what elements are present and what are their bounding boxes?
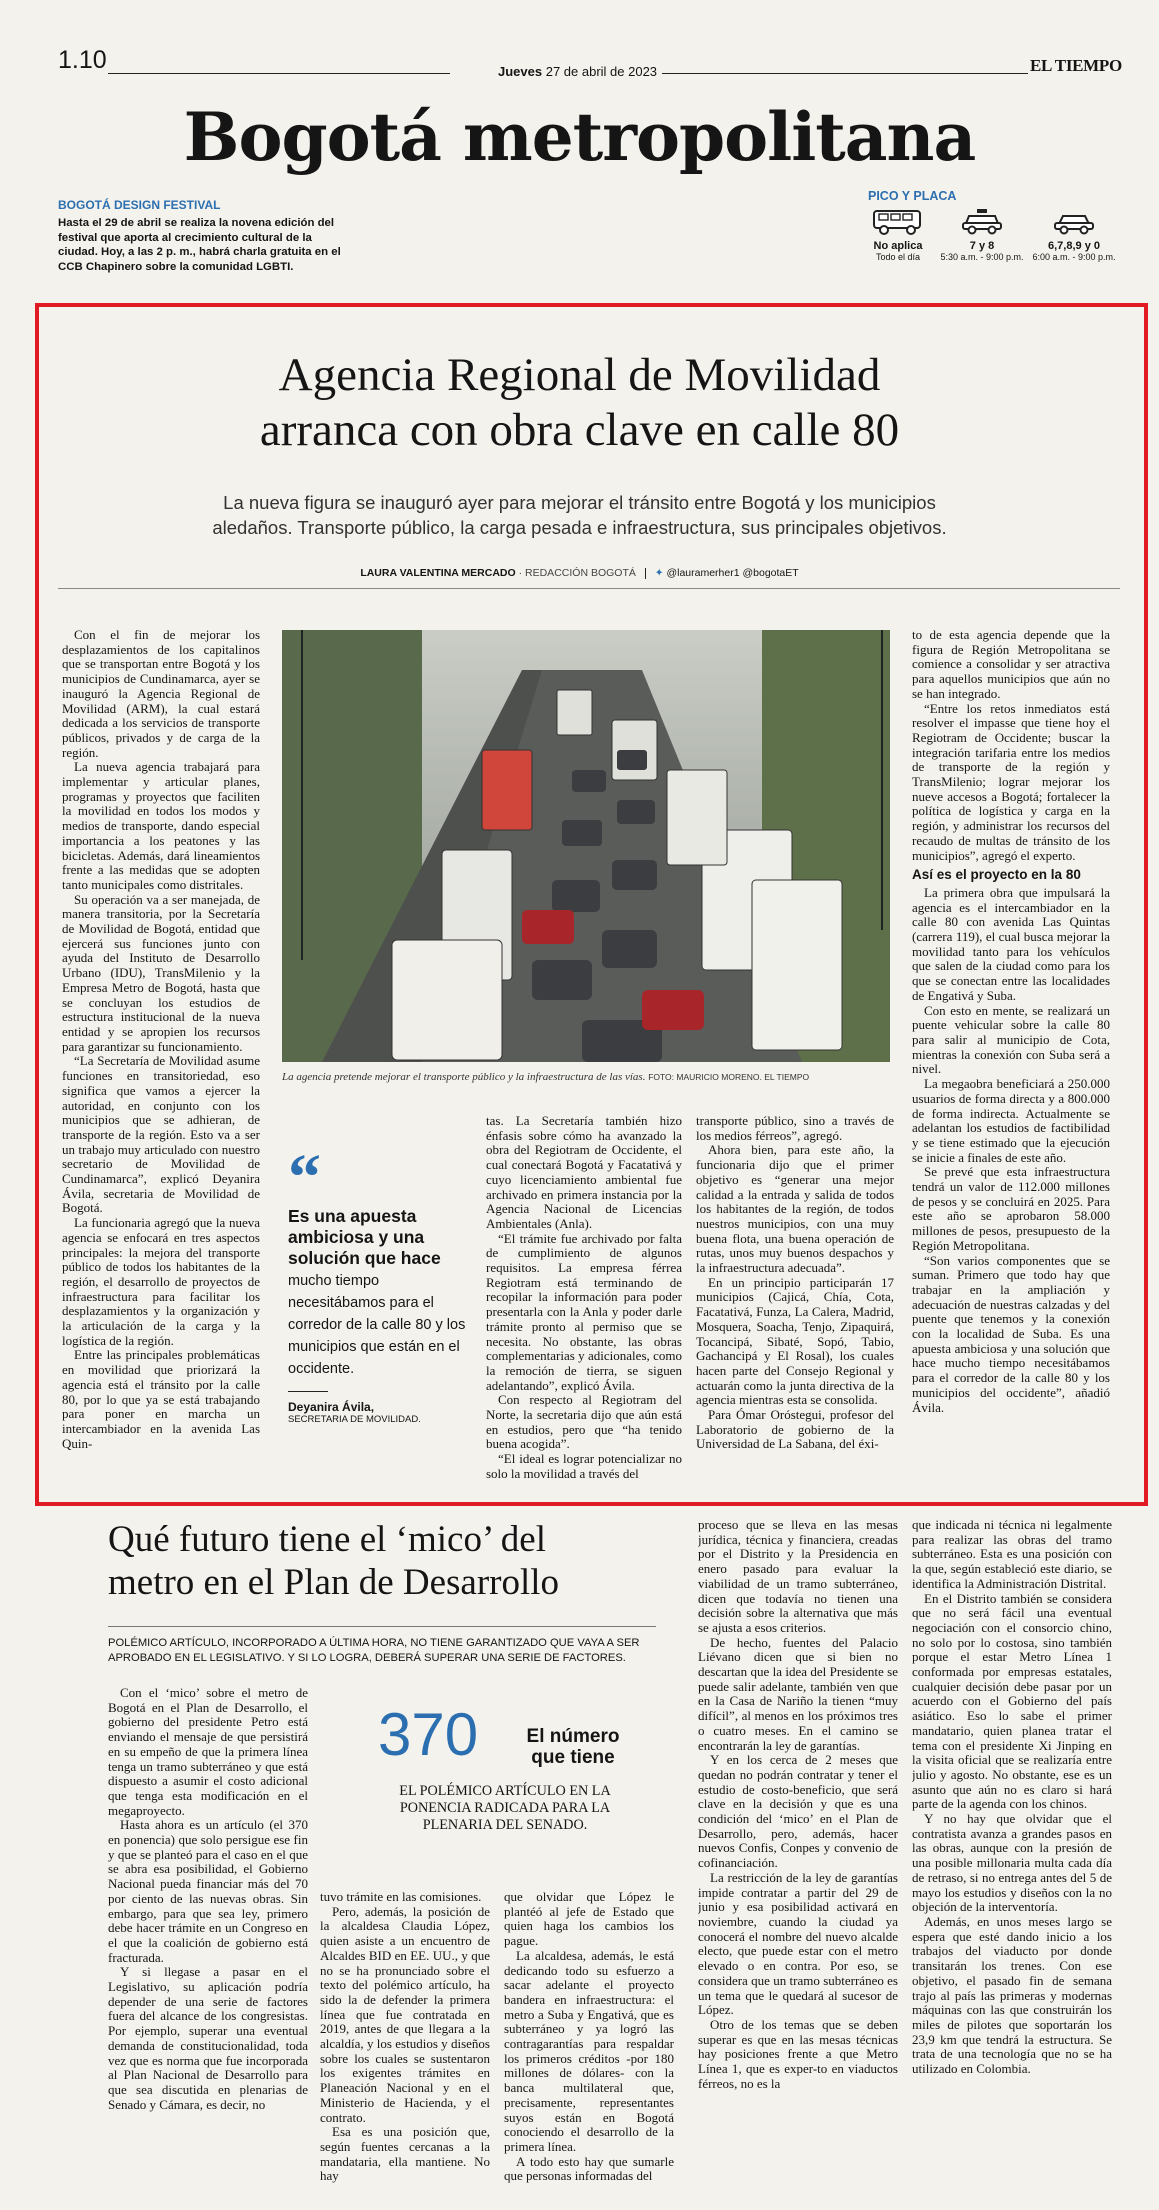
second-col4-p1: proceso que se lleva en las mesas jurídica, técnica y financiera, creadas por el Distrito y la Presidencia en enero pasado para evaluar la viabilidad de un tramo subterráneo, dicen que todavía no tienen una decisión sobre la alternativa que más se ajusta a esos criterios. (698, 1518, 898, 1635)
second-col4-p2: De hecho, fuentes del Palacio Liévano dicen que si bien no descartan que la idea del Presidente se puede salir adelante, también ven que en la Casa de Nariño la tienen “muy difícil”, al menos en los próximos tres o cuatro meses. En el camino se encontrarán la ley de garantías. (698, 1634, 898, 1753)
main-col3-p4: “El ideal es lograr potencializar no solo la movilidad a través del (486, 1451, 682, 1481)
pico-placa-bus-sub: Todo el día (875, 252, 921, 262)
second-col5-p4: Además, en unos meses largo se espera que esté dando inicio a los trabajos del viaducto por donde transitarán los trenes. Con ese objetivo, el pasado fin de semana trajo al país las primeras y modernas máquinas con las que construirán los miles de pilotes que soportarán los 23,9 km que tendrá la estructura. Se trata de una tecnología que no se ha utilizado en Colombia. (912, 1913, 1112, 2077)
second-col2-p1: tuvo trámite en las comisiones. (320, 1890, 482, 1904)
traffic-photo (282, 630, 890, 1062)
second-col3-p3: A todo esto hay que sumarle que personas informadas del (504, 2153, 674, 2184)
second-col4-p4: La restricción de la ley de garantías impide contratar a partir del 29 de junio y esa posibilidad activará en noviembre, cuando la ciudad ya conocerá el nombre del nuevo alcalde electo, que puede estar con el metro elevado o en contra. Por eso, se considera que un tramo subterráneo es un tema que le quedará al sucesor de López. (698, 1869, 898, 2018)
second-col-1 (108, 1686, 308, 2196)
main-col3-p2: “El trámite fue archivado por falta de cumplimiento de algunos requisitos. La empresa férrea Regiotram está terminando de recopilar la información para poder presentarla con la Anla y poder darle trámite pronto al permiso que se necesita. No obstante, las obras complementarias y adicionales, como la remoción de tierra, se siguen adelantando”, explicó Ávila. (486, 1230, 682, 1393)
photo-credit: FOTO: MAURICIO MORENO. EL TIEMPO (648, 1072, 810, 1082)
pico-placa-panel (860, 206, 1118, 276)
taxi-icon (960, 206, 1004, 236)
main-col4-p3: En un principio participarán 17 municipios (Cajicá, Chía, Cota, Facatativá, Funza, La Calera, Madrid, Mosquera, Soacha, Tenjo, Zipaquirá, Tocancipá, Sibaté, Sopó, Tabio, Gachancipá y El Rosal), los cuales hacen parte del Consejo Regional y actuarán como la junta directiva de la agencia mientras esta se consolida. (696, 1274, 894, 1408)
second-headline-line1: Qué futuro tiene el ‘mico’ del (108, 1519, 547, 1560)
second-col1-p2: Hasta ahora es un artículo (el 370 en ponencia) que solo persigue ese fin y que se planteó para el caso en el que se abra esa posibilidad, el Gobierno Nacional pueda financiar más del 70 por ciento de las nuevas obras. Sin embargo, para que sea ley, primero debe hacer trámite en un Congreso en el que la coalición de gobierno está fracturada. (108, 1817, 308, 1965)
second-headline-line2: metro en el Plan de Desarrollo (108, 1562, 560, 1603)
second-col5-p1: que indicada ni técnica ni legalmente para realizar las obras del tramo subterráneo. Esta es una posición con la que, según estableció este diario, se identifica la Administración Distrital. (912, 1518, 1112, 1591)
main-dek-line1: La nueva figura se inauguró ayer para mejorar el tránsito entre Bogotá y los municipios (223, 492, 936, 513)
pico-placa-title: PICO Y PLACA (868, 189, 957, 203)
main-col1-p5: La funcionaria agregó que la nueva agencia se enfocará en tres aspectos principales: la mejora del transporte público de todos los habitantes de la región, el desarrollo de proyectos de infraestructura para facilitar los desplazamientos y la organización y la articulación de la carga y la logística de la región. (62, 1215, 260, 1348)
second-col3-p2: La alcaldesa, además, le está dedicando todo su esfuerzo a sacar adelante el proyecto bandera en infraestructura: el metro a Suba y Engativá, que es subterráneo y ya logró las contragarantías para respaldar los primeros créditos -por 180 millones de dólares- con la banca multilateral que, precisamente, representantes suyos están en Bogotá conociendo el desarrollo de la primera línea. (504, 1947, 674, 2154)
main-headline-line1: Agencia Regional de Movilidad (278, 349, 881, 401)
main-col4-p2: Ahora bien, para este año, la funcionaria dijo que el primer objetivo es “generar una mejor calidad a la entrada y salida de todos los habitantes de la región, de todos nuestros municipios, con una muy buena flota, una buena operación de rutas, unos muy buenos despachos y la infraestructura adecuada”. (696, 1142, 894, 1276)
second-col2-p3: Esa es una posición que, según fuentes cercanas a la mandataria, ella mantiene. No hay (320, 2124, 490, 2184)
main-col5-p6: Se prevé que esta infraestructura tendrá un valor de 112.000 millones de pesos y se concluirá en 2025. Para este año se aprobaron 58.000 millones de pesos, presupuesto de la Región Metropolitana. (912, 1164, 1110, 1253)
main-col4-p4: Para Ómar Oróstegui, profesor del Laboratorio de gobierno de la Universidad de La Sabana, del éxi- (696, 1407, 894, 1452)
date-day: Jueves (498, 64, 543, 79)
pico-placa-car-sub: 6:00 a.m. - 9:00 p.m. (1032, 252, 1116, 262)
quote-name: Deyanira Ávila, (288, 1400, 375, 1414)
quote-rule (288, 1391, 328, 1392)
main-col1-p1: Con el fin de mejorar los desplazamientos de los capitalinos que se transportan entre Bogotá y los municipios de Cundinamarca, ayer se inauguró la Agencia Regional de Movilidad (ARM), la cual estará dedicada a los servicios de transporte públicos, privados y de carga de la región. (62, 628, 260, 760)
photo-caption (282, 1071, 892, 1083)
main-col5-p7: “Son varios componentes que se suman. Primero que todo hay que trabajar en la ampliación y adecuación de nuestras calzadas y del puente que tenemos y la conexión con la localidad de Suba. Es una apuesta ambiciosa y una solución que hace mucho tiempo necesitábamos para el corredor de la calle 80 y los municipios del occidente”, añadió Ávila. (912, 1252, 1110, 1415)
stat-label: El número que tiene (526, 1726, 620, 1768)
second-col-2 (320, 1890, 490, 2196)
pico-placa-taxi-sub: 5:30 a.m. - 9:00 p.m. (940, 252, 1024, 262)
page-date (498, 64, 657, 79)
quote-mark-icon: “ (288, 1141, 321, 1214)
festival-text: Hasta el 29 de abril se realiza la novena edición del festival que aporta al crecimiento cultural de la ciudad. Hoy, a las 2 p. m., habrá charla gratuita en el CCB Chapinero sobre la comunidad LGBTI. (58, 217, 341, 273)
quote-light: mucho tiempo necesitábamos para el corredor de la calle 80 y los municipios que están en el occidente. (288, 1273, 466, 1377)
pico-placa-taxi-label: 7 y 8 (969, 240, 995, 252)
second-dek: POLÉMICO ARTÍCULO, INCORPORADO A ÚLTIMA HORA, NO TIENE GARANTIZADO QUE VAYA A SER APROBADO EN EL LEGISLATIVO. Y SI LO LOGRA, DEBERÁ SUPERAR UNA SERIE DE FACTORES. (108, 1637, 640, 1664)
second-col3-p1: que olvidar que López le plantéó al jefe de Estado que quien haga los cambios los pague. (504, 1890, 674, 1949)
quote-bold: Es una apuesta ambiciosa y una solución que hace (288, 1206, 441, 1268)
main-col3-p1: tas. La Secretaría también hizo énfasis sobre cómo ha avanzado la obra del Regiotram de Occidente, el cual conectará Bogotá y Facatativá y cuyo licenciamiento ambiental fue archivado en primera instancia por la Agencia Nacional de Licencias Ambientales (Anla). (486, 1114, 682, 1231)
festival-kicker: BOGOTÁ DESIGN FESTIVAL (58, 198, 221, 212)
pico-placa-car (1028, 206, 1120, 262)
pico-placa-bus (860, 206, 936, 262)
stat-number: 370 (378, 1701, 479, 1768)
main-col-1 (62, 628, 260, 1488)
main-col4-p1: transporte público, sino a través de los medios férreos”, agregó. (696, 1114, 894, 1143)
main-col5-p5: La megaobra beneficiará a 250.000 usuarios de forma directa y a 800.000 de forma indirecta. Actualmente se adelantan los estudios de factibilidad y se tiene estimado que la ejecución se inicie a finales de este año. (912, 1076, 1110, 1165)
byline-desk: · REDACCIÓN BOGOTÁ (518, 567, 636, 579)
pico-placa-car-label: 6,7,8,9 y 0 (1048, 240, 1100, 252)
byline (0, 567, 1159, 579)
quote-role: SECRETARIA DE MOVILIDAD. (288, 1414, 421, 1425)
main-col5-p2: “Entre los retos inmediatos está resolver el impasse que tiene hoy el Regiotram de Occidente; buscar la integración tarifaria entre los medios de transporte de la región y TransMilenio; lograr mejorar los nueve accesos a Bogotá; fortalecer la política de logística y carga en la región, y administrar los recursos del recaudo de multas de tránsito de los municipios”, agregó el experto. (912, 700, 1110, 863)
traffic-photo-illustration (282, 630, 890, 1062)
second-col2-p2: Pero, además, la posición de la alcaldesa Claudia López, quien asiste a un encuentro de Alcaldes BID en EE. UU., y que no se ha pronunciado sobre el texto del polémico artículo, ha sido la de defender la primera línea que fue contratada en 2019, antes de que llegara a la alcaldía, y los estudios y diseños sobre los cuales se sustentaron los exigentes trámites en Planeación Nacional y en el Ministerio de Hacienda, y el contrato. (320, 1903, 490, 2125)
page-number: 1.10 (58, 46, 107, 74)
main-col-5 (912, 628, 1110, 1492)
byline-social: @lauramerher1 @bogotaET (666, 567, 799, 579)
second-col4-p5: Otro de los temas que se deben superar es que en las mesas técnicas hay posiciones frente a que Metro Línea 1, que es exper-to en viaductos férreos, no es la (698, 2016, 898, 2091)
main-col-4 (696, 1114, 894, 1492)
bus-icon (871, 206, 925, 236)
main-col3-p3: Con respecto al Regiotram del Norte, la secretaria dijo que aún está en estudios, pero que “ha tenido buena acogida”. (486, 1392, 682, 1452)
photo-caption-text: La agencia pretende mejorar el transporte público y la infraestructura de las vías. (282, 1071, 646, 1083)
main-col5-p1: to de esta agencia depende que la figura de Región Metropolitana se comience a consolidar y ser atractiva para aquellos municipios que aún no se han integrado. (912, 628, 1110, 701)
main-col1-p6: Entre las principales problemáticas en movilidad que priorizará la agencia está el tránsito por la calle 80, por lo que ya se está trabajando para poner en marcha un intercambiador en la avenida Las Quin- (62, 1347, 260, 1451)
main-col5-p4: Con esto en mente, se realizará un puente vehicular sobre la calle 80 para salir al municipio de Cota, mientras la conexión con Suba será a nivel. (912, 1002, 1110, 1077)
main-headline-line2: arranca con obra clave en calle 80 (259, 404, 900, 456)
byline-rule (58, 588, 1120, 589)
second-col5-p3: Y no hay que olvidar que el contratista avanza a grandes pasos en las obras, aunque con la presión de una posible millonaria multa cada día de retraso, si no entrega antes del 5 de mayo los estudios y diseños con la no objeción de la interventoría. (912, 1811, 1112, 1915)
masthead-rule-right (662, 73, 1028, 74)
main-col-3 (486, 1114, 682, 1492)
masthead-rule-left (108, 73, 450, 74)
stat-desc: EL POLÉMICO ARTÍCULO EN LA PONENCIA RADICADA PARA LA PLENARIA DEL SENADO. (399, 1783, 611, 1833)
pull-quote (288, 1141, 468, 1425)
second-col-5 (912, 1518, 1112, 2196)
brand-logo: EL TIEMPO (1030, 56, 1122, 75)
pico-placa-taxi (936, 206, 1028, 262)
main-col5-subhead: Así es el proyecto en la 80 (912, 867, 1081, 883)
second-col4-p3: Y en los cerca de 2 meses que quedan no podrán contratar y tener el estudio de costo-beneficio, que será clave en la decisión y que es una condición del ‘mico’ en el Plan de Desarrollo, pero, además, hacer nuevos Confis, Conpes y convenio de cofinanciación. (698, 1752, 898, 1871)
second-col-4 (698, 1518, 898, 2196)
main-col1-p3: Su operación va a ser manejada, de manera transitoria, por la Secretaría de Movilidad de Bogotá, entidad que ejercerá sus funciones junto con ayuda del Instituto de Desarrollo Urbano (IDU), TransMilenio y la Empresa Metro de Bogotá, hasta que se concluyan los estudios de estructura institucional de la nueva entidad y se apropien los recursos para garantizar su funcionamiento. (62, 891, 260, 1054)
car-icon (1052, 206, 1096, 236)
second-col1-p1: Con el ‘mico’ sobre el metro de Bogotá en el Plan de Desarrollo, el gobierno del presidente Petro está enviando el mensaje de que persistirá en su empeño de que la primera línea tenga un tramo subterráneo y que está dispuesto a asumir el costo adicional que tenga esta modificación en el megaproyecto. (108, 1686, 308, 1818)
quote-text (288, 1206, 468, 1379)
twitter-icon: ✦ (654, 567, 664, 579)
second-dek-rule (108, 1626, 656, 1627)
second-col1-p3: Y si llegase a pasar en el Legislativo, su aplicación podría depender de una serie de factores fuera del alcance de los congresistas. Por ejemplo, superar una eventual demanda de constitucionalidad, toda vez que es norma que fue incorporada al Plan Nacional de Desarrollo para que sea discutida en plenarias de Senado y Cámara, es decir, no (108, 1964, 308, 2112)
main-col5-p3: La primera obra que impulsará la agencia es el intercambiador en la calle 80 con avenida Las Quintas (carrera 119), el cual busca mejorar la movilidad tanto para los vehículos que salen de la ciudad como para los que se conectan entre las localidades de Engativá y Suba. (912, 884, 1110, 1003)
main-col1-p4: “La Secretaría de Movilidad asume funciones en transitoriedad, eso significa que vamos a ejercer la autoridad, en conjunto con los municipios que se adhieran, de transporte de la región. Esto va a ser un trabajo muy articulado con nuestro secretario de Movilidad de Cundinamarca”, explicó Deyanira Ávila, secretaria de Movilidad de Bogotá. (62, 1053, 260, 1216)
section-title: Bogotá metropolitana (183, 98, 976, 176)
main-col1-p2: La nueva agencia trabajará para implementar y articular planes, programas y proyectos que faciliten la movilidad en todos los modos y medios de transporte, dando especial importancia a los peatones y las bicicletas. Además, dará lineamientos frente a las medidas que se adopten tanto municipales como distritales. (62, 759, 260, 892)
pico-placa-bus-label: No aplica (873, 240, 923, 252)
main-dek-line2: aledaños. Transporte público, la carga pesada e infraestructura, sus principales objetivos. (212, 517, 947, 538)
byline-author: LAURA VALENTINA MERCADO (360, 567, 516, 579)
second-col5-p2: En el Distrito también se considera que no será fácil una eventual negociación con el consorcio chino, no solo por lo costosa, sino también porque el estar Metro Línea 1 conformada por empresas estatales, cualquier decisión debe pasar por un acuerdo con el Gobierno del país asiático. Eso lo sabe el primer mandatario, quien planea tratar el tema con el presidente Xi Jinping en la visita oficial que se realizaría entre julio y agosto. No obstante, ese es un asunto que aún no es claro si hará parte de la agenda con los chinos. (912, 1590, 1112, 1812)
date-text: 27 de abril de 2023 (545, 64, 658, 79)
second-col-3 (504, 1890, 674, 2196)
